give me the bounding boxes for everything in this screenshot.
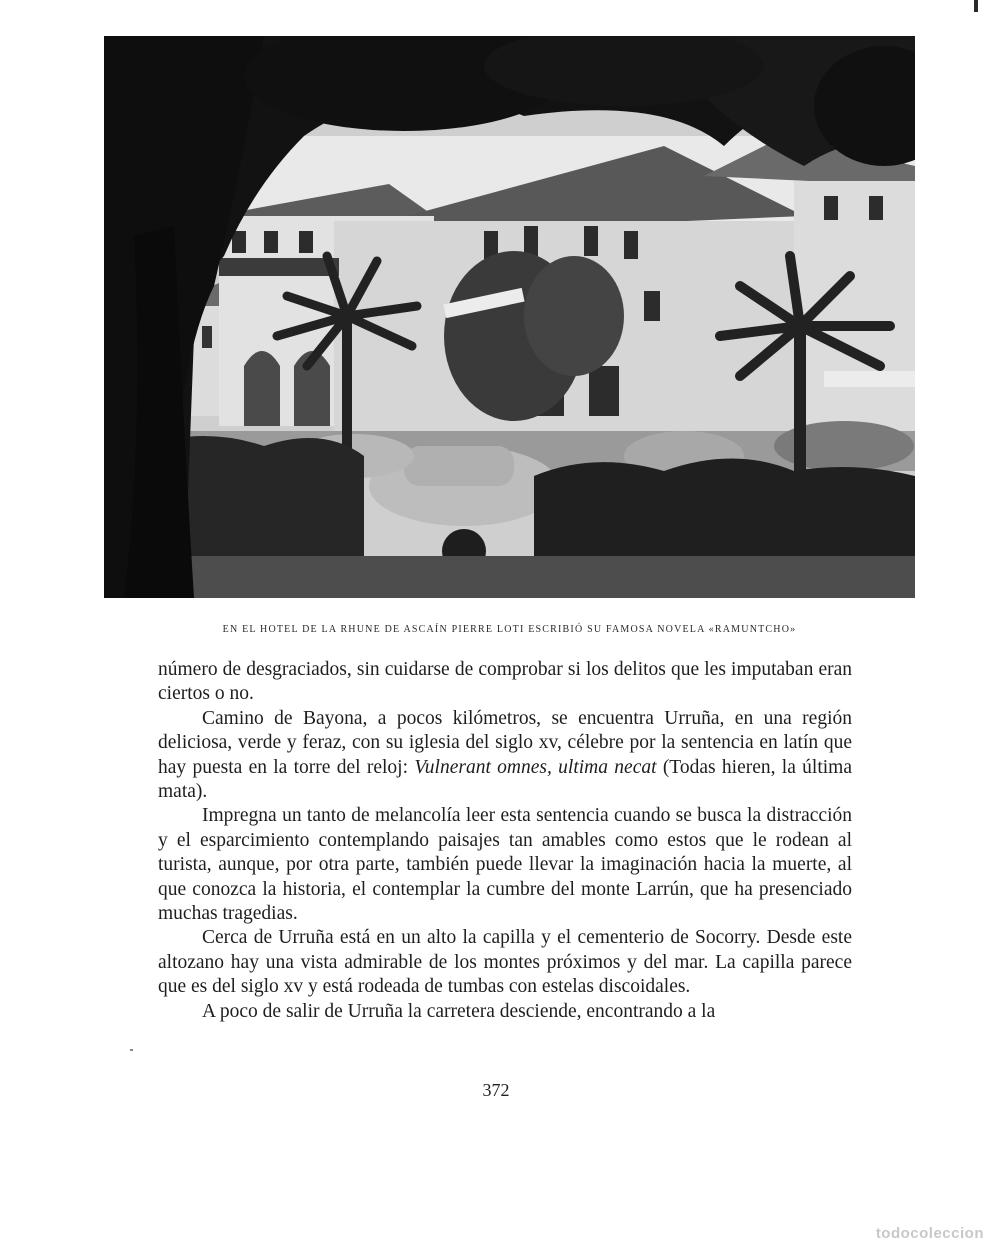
body-text	[158, 658, 852, 1024]
watermark: todocoleccion	[875, 1225, 984, 1242]
paragraph-3: Impregna un tanto de melancolía leer esta sentencia cuando se busca la distracción y el esparcimiento contemplando paisajes tan amables como estos que le rodean al turista, aunque, por otra parte, también puede llevar la imaginación hacia la muerte, al que conozca la historia, el contemplar la cumbre del monte Larrún, que ha presenciado muchas tragedias.	[158, 805, 852, 925]
paragraph-1: número de desgraciados, sin cuidarse de comprobar si los delitos que les imputaban eran ciertos o no.	[158, 659, 852, 705]
paragraph-5: A poco de salir de Urruña la carretera desciende, encontrando a la	[202, 1000, 716, 1022]
stray-mark	[130, 1049, 133, 1051]
paragraph-4: Cerca de Urruña está en un alto la capilla y el cementerio de Socorry. Desde este altozano hay una vista admirable de los montes próximos y del mar. La capilla parece que es del siglo xv y está rodeada de tumbas con estelas discoidales.	[158, 927, 852, 998]
hotel-photograph	[104, 36, 915, 598]
page-number: 372	[482, 1080, 510, 1100]
paragraph-2-text-end: (Todas hieren, la última mata).	[158, 756, 852, 803]
paragraph-2-text-start: Camino de Bayona, a pocos kilómetros, se encuentra Urruña, en una región deliciosa, verde y feraz, con su iglesia del siglo xv, célebre por la sentencia en latín que hay puesta en la torre del reloj:	[158, 707, 852, 778]
latin-sentence: Vulnerant omnes, ultima necat	[414, 756, 657, 778]
photo-caption: EN EL HOTEL DE LA RHUNE DE ASCAÍN PIERRE LOTI ESCRIBIÓ SU FAMOSA NOVELA «RAMUNTCHO»	[222, 624, 797, 635]
page-edge-mark	[974, 0, 978, 12]
paragraph-2	[158, 707, 852, 805]
